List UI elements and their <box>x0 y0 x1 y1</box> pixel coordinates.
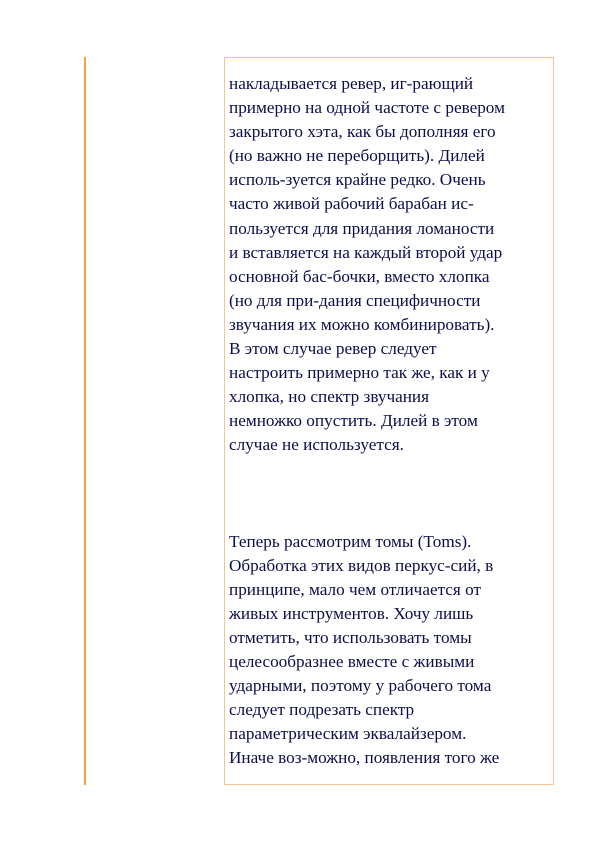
text-line: примерно на одной частоте с ревером <box>229 98 505 118</box>
text-line: (но важно не переборщить). Дилей <box>229 146 485 166</box>
left-margin-rule <box>84 57 86 785</box>
text-line: пользуется для придания ломаности <box>229 218 495 238</box>
text-line: исполь-зуется крайне редко. Очень <box>229 170 486 190</box>
text-line: следует подрезать спектр <box>229 700 415 720</box>
text-line: хлопка, но спектр звучания <box>229 387 430 407</box>
paragraph-2 <box>229 530 559 771</box>
text-line: и вставляется на каждый второй удар <box>229 242 503 262</box>
text-line: Обработка этих видов перкус-сий, в <box>229 555 494 575</box>
text-line: часто живой рабочий барабан ис- <box>229 194 474 214</box>
paragraph-1 <box>229 72 559 458</box>
text-line: закрытого хэта, как бы дополняя его <box>229 122 496 142</box>
text-column <box>229 72 559 770</box>
text-line: живых инструментов. Хочу лишь <box>229 603 474 623</box>
text-line: параметрическим эквалайзером. <box>229 724 467 744</box>
text-line: настроить примерно так же, как и у <box>229 363 490 383</box>
text-line: принципе, мало чем отличается от <box>229 579 482 599</box>
text-line: накладывается ревер, иг-рающий <box>229 74 474 93</box>
text-line: В этом случае ревер следует <box>229 339 437 359</box>
text-line: отметить, что использовать томы <box>229 627 472 647</box>
text-line: случае не используется. <box>229 435 404 455</box>
text-line: Теперь рассмотрим томы (Toms). <box>229 531 472 551</box>
text-line: основной бас-бочки, вместо хлопка <box>229 266 490 286</box>
text-line: целесообразнее вместе с живыми <box>229 651 475 671</box>
text-line: немножко опустить. Дилей в этом <box>229 411 478 431</box>
text-line: звучания их можно комбинировать). <box>229 314 495 334</box>
text-line: (но для при-дания специфичности <box>229 290 481 310</box>
text-line: Иначе воз-можно, появления того же <box>229 748 500 768</box>
paragraph-gap <box>229 458 559 530</box>
text-line: ударными, поэтому у рабочего тома <box>229 676 492 696</box>
